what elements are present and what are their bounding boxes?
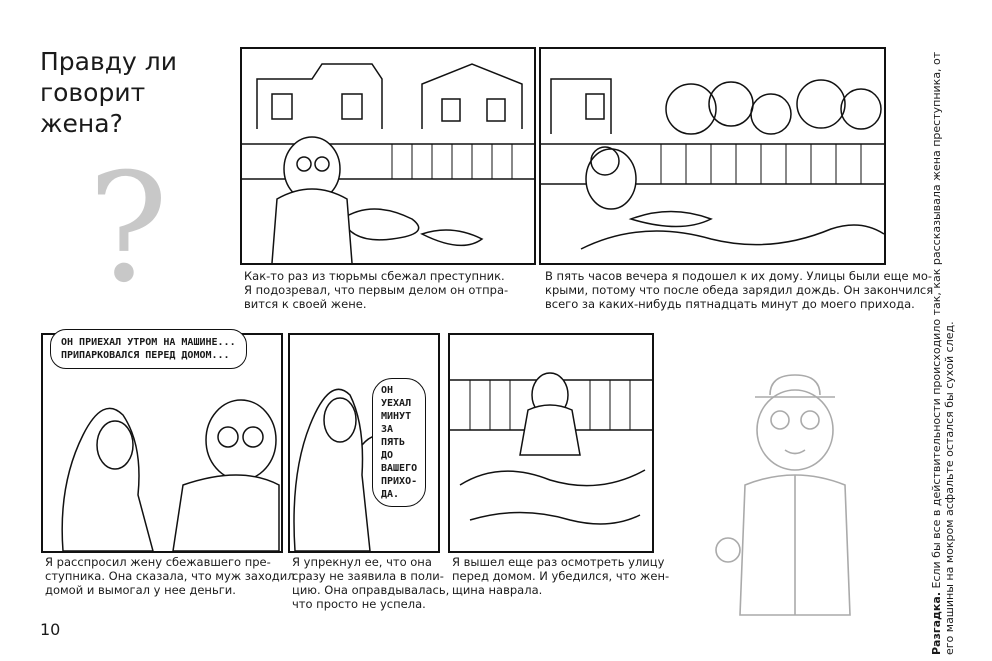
panel-2-art	[541, 49, 884, 263]
page-title: Правду ли говорит жена?	[40, 47, 177, 138]
panel-1-art	[242, 49, 534, 263]
panel-3-caption: Я расспросил жену сбежавшего пре- ступника. Она сказала, что муж заходил домой и вымогал у нее деньги.	[45, 555, 295, 597]
page-number: 10	[40, 620, 61, 639]
speech-bubble-wife-1: ОН ПРИЕХАЛ УТРОМ НА МАШИНЕ... ПРИПАРКОВАЛСЯ ПЕРЕД ДОМОМ...	[50, 329, 247, 369]
answer-text: Разгадка. Если бы все в действительности происходило так, как рассказывала жена преступника, от его машины на мокром асфальте остался бы сухой след.	[930, 51, 956, 655]
svg-text:?: ?	[87, 145, 169, 305]
comic-panel-1	[240, 47, 536, 265]
comic-panel-2	[539, 47, 886, 265]
panel-1-caption: Как-то раз из тюрьмы сбежал преступник. Я подозревал, что первым делом он отпра- вится к своей жене.	[244, 269, 509, 311]
question-mark-icon	[78, 145, 178, 305]
faded-suspect-illustration	[700, 345, 890, 635]
comic-panel-5	[448, 333, 654, 553]
speech-bubble-wife-2: ОН УЕХАЛ МИНУТ ЗА ПЯТЬ ДО ВАШЕГО ПРИХО- ДА.	[372, 378, 426, 507]
panel-5-caption: Я вышел еще раз осмотреть улицу перед домом. И убедился, что жен- щина наврала.	[452, 555, 670, 597]
panel-5-art	[450, 335, 652, 551]
panel-2-caption: В пять часов вечера я подошел к их дому. Улицы были еще мо- крыми, потому что после обеда зарядил дождь. Он закончился всего за каких-нибудь пятнадцать минут до моего прихода.	[545, 269, 934, 311]
panel-4-caption: Я упрекнул ее, что она сразу не заявила в поли- цию. Она оправдывалась, что просто не успела.	[292, 555, 450, 611]
